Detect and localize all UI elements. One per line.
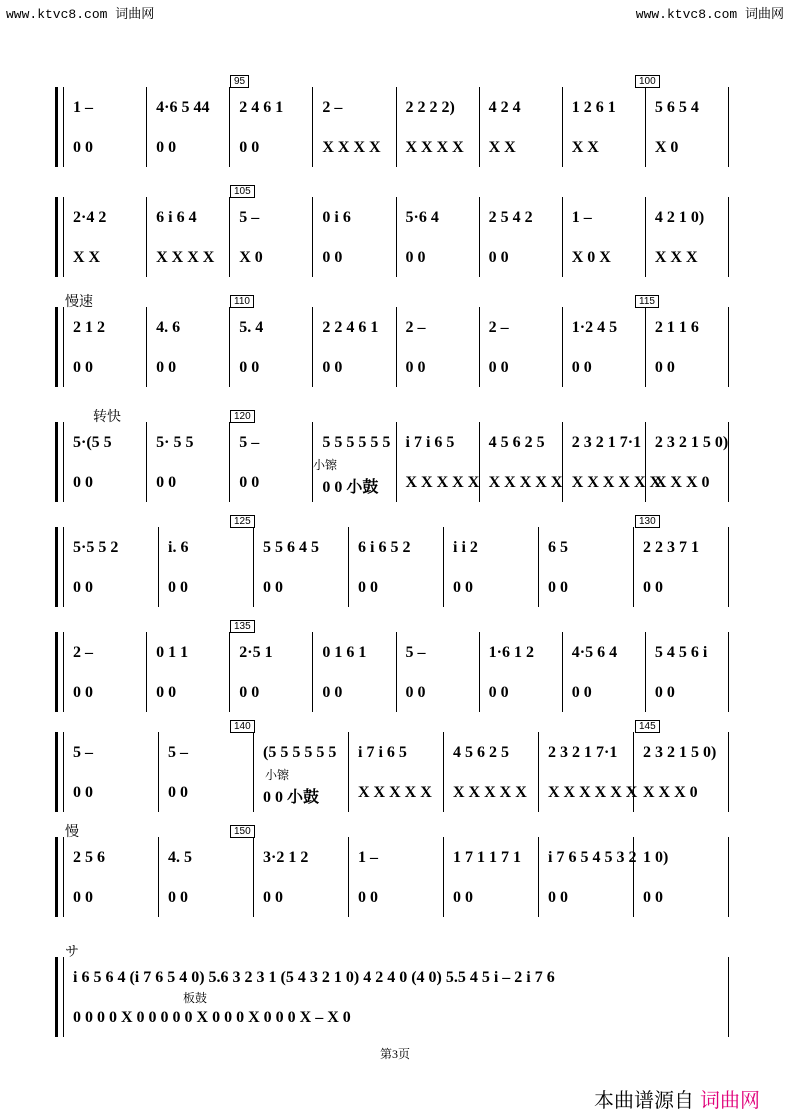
measure-bottom: 0 0 [156,474,177,491]
tempo-marking: 慢速 [65,293,93,309]
score-system [55,620,730,718]
footer-brand[interactable]: 词曲网 [700,1090,760,1112]
measure-top: 4. 6 [156,319,181,336]
measure-top: 1 0) [643,849,669,866]
measure-top: 2 3 2 1 7·1 [548,744,618,761]
measure-top: 0 1 6 1 [322,644,367,661]
measure-top: 2 3 2 1 5 0) [654,434,729,451]
measure-top: 2 2 4 6 1 [322,319,379,336]
measure-bottom: 0 0 [453,889,473,906]
measure-bottom: 0 0 [405,684,426,701]
measure-top: 0 i 6 [322,209,351,226]
measure-top: 2 3 2 1 7·1 [571,434,642,451]
watermark-left: www.ktvc8.com 词曲网 [6,7,155,22]
board-drum-label: 板鼓 [183,991,208,1005]
measure-bottom: 0 0 [239,684,260,701]
measure-top: 5 – [73,744,93,761]
measure-top: 4 5 6 2 5 [453,744,509,761]
measure-number-box: 125 [230,515,255,528]
measure-bottom: 0 0 [453,579,473,596]
measure-number-box: 95 [230,75,249,88]
measure-bottom: 0 0 [73,359,93,376]
measure-top: (5 5 5 5 5 5 [263,744,337,761]
score-system [55,945,730,1043]
measure-bottom: X X X X X [453,784,527,801]
measure-top: i. 6 [168,539,189,556]
measure-bottom: 0 0 [239,474,260,491]
measure-top: 5 5 5 5 5 5 [322,434,391,451]
measure-top: 5· 5 5 [156,434,194,451]
measure-bottom: X X X X X X [571,474,662,491]
measure-bottom: 0 0 [263,579,283,596]
measure-number-box: 105 [230,185,255,198]
measure-top: 5 – [168,744,188,761]
measure-top: 2 – [405,319,426,336]
measure-bottom: X X X X [322,139,381,156]
measure-top: i 7 6 5 4 5 3 2 [548,849,637,866]
measure-bottom: 0 0 [488,359,509,376]
measure-number-box: 110 [230,295,254,308]
measure-top: 5. 4 [239,319,264,336]
measure-bottom: X X X [654,249,698,266]
barline [63,422,64,502]
measure-top: 2 2 3 7 1 [643,539,699,556]
measure-top: 2 1 1 6 [654,319,699,336]
measure-top: 6 i 6 5 2 [358,539,411,556]
barline [63,197,64,277]
measure-bottom: 0 0 [358,579,378,596]
measure-top: 2 4 6 1 [239,99,284,116]
score-system [55,720,730,818]
measure-bottom: 0 0 [168,889,188,906]
tempo-marking: 转快 [93,408,121,424]
measure-bottom: 0 0 小鼓 [322,479,379,496]
measure-top: i i 2 [453,539,478,556]
measure-bottom: X X X X X [488,474,563,491]
measure-bottom: X X X X [405,139,464,156]
measure-bottom: 0 0 [571,684,592,701]
measure-bottom: X 0 X [571,249,611,266]
barline [63,957,64,1037]
measure-top: 4 2 1 0) [654,209,705,226]
measure-top: 4 2 4 [488,99,521,116]
measure-bottom: 0 0 [654,359,675,376]
score-system [55,75,730,173]
measure-top: 5·5 5 2 [73,539,119,556]
tempo-marking: サ [65,943,79,959]
measure-top: 1 2 6 1 [571,99,616,116]
measure-bottom: 0 0 [358,889,378,906]
measure-top: 2 5 4 2 [488,209,533,226]
measure-top: 2 1 2 [73,319,105,336]
measure-top: 5 – [239,209,260,226]
measure-top: 1 7 1 1 7 1 [453,849,521,866]
measure-bottom: 0 0 [156,139,177,156]
footer-source [594,1084,760,1113]
measure-bottom: 0 0 [73,579,93,596]
measure-number-box: 150 [230,825,255,838]
measure-top: 5·6 4 [405,209,439,226]
measure-top: 5 – [239,434,260,451]
measure-number-box: 115 [635,295,659,308]
measure-bottom: X 0 [239,249,263,266]
measure-bottom: 0 0 [73,889,93,906]
measure-top: 2 3 2 1 5 0) [643,744,717,761]
measure-bottom: X 0 [654,139,679,156]
score-system [55,515,730,613]
measure-bottom: 0 0 [548,889,568,906]
barline [63,307,64,387]
barline [63,632,64,712]
measure-top: 1·6 1 2 [488,644,534,661]
measure-bottom: X X [571,139,599,156]
barline [63,837,64,917]
measure-top: 5·(5 5 [73,434,112,451]
measure-bottom: 0 0 0 0 X 0 0 0 0 0 X 0 0 0 X 0 0 0 X – X 0 [73,1009,351,1026]
measure-top: 6 i 6 4 [156,209,197,226]
score-system [55,825,730,923]
measure-bottom: X X X X [156,249,215,266]
measure-bottom: X X X 0 [654,474,710,491]
measure-number-box: 135 [230,620,255,633]
measure-top: i 7 i 6 5 [405,434,455,451]
measure-bottom: 0 0 [322,249,343,266]
measure-top: 4 5 6 2 5 [488,434,545,451]
measure-bottom: X X X X X [358,784,432,801]
measure-top: 4. 5 [168,849,192,866]
measure-bottom: X X [73,249,101,266]
measure-bottom: 0 0 [405,359,426,376]
measure-number-box: 130 [635,515,660,528]
measure-bottom: 0 0 [168,579,188,596]
measure-top: 4·5 6 4 [571,644,618,661]
measure-bottom: 0 0 [322,359,343,376]
measure-bottom: 0 0 [405,249,426,266]
measure-top: 2 – [322,99,343,116]
measure-top: 6 5 [548,539,568,556]
measure-top: 1 – [358,849,378,866]
measure-top: 2 – [73,644,93,661]
measure-top: 5 4 5 6 i [654,644,708,661]
measure-bottom: 0 0 [156,359,177,376]
measure-bottom: X X [488,139,516,156]
measure-top: 0 1 1 [156,644,189,661]
measure-top: 2·4 2 [73,209,107,226]
measure-bottom: 0 0 [73,784,93,801]
measure-bottom: 0 0 [73,474,93,491]
measure-number-box: 140 [230,720,255,733]
measure-top: 5 5 6 4 5 [263,539,319,556]
measure-bottom: 0 0 [571,359,592,376]
measure-top: 5 – [405,644,426,661]
measure-bottom: 0 0 [239,359,260,376]
measure-bottom: 0 0 小鼓 [263,789,320,806]
page-number: 第3页 [379,1047,410,1061]
measure-bottom: 0 0 [488,249,509,266]
measure-bottom: 0 0 [654,684,675,701]
cymbal-label: 小镲 [313,458,338,472]
measure-bottom: 0 0 [548,579,568,596]
score-system [55,295,730,393]
measure-number-box: 145 [635,720,660,733]
measure-top: 2 5 6 [73,849,105,866]
measure-bottom: X X X X X X [548,784,638,801]
measure-bottom: X X X 0 [643,784,698,801]
measure-bottom: 0 0 [73,684,93,701]
measure-top: 1 – [571,209,592,226]
measure-top: i 6 5 6 4 (i 7 6 5 4 0) 5.6 3 2 3 1 (5 4 3 2 1 0) 4 2 4 0 (4 0) 5.5 4 5 i – 2 i 7 6 [73,969,555,986]
measure-bottom: 0 0 [263,889,283,906]
measure-bottom: 0 0 [73,139,93,156]
measure-top: 4·6 5 44 [156,99,210,116]
measure-top: 5 6 5 4 [654,99,699,116]
barline [63,527,64,607]
measure-top: 2·5 1 [239,644,273,661]
measure-top: 3·2 1 2 [263,849,309,866]
barline [63,732,64,812]
tempo-marking: 慢 [65,823,79,839]
watermark-right: www.ktvc8.com 词曲网 [635,7,784,22]
score-system [55,410,730,508]
measure-bottom: 0 0 [488,684,509,701]
cymbal-label: 小镲 [265,768,290,782]
measure-bottom: 0 0 [239,139,260,156]
measure-bottom: 0 0 [643,579,663,596]
measure-top: i 7 i 6 5 [358,744,407,761]
footer-text: 本曲谱源自 [594,1090,694,1112]
measure-bottom: 0 0 [168,784,188,801]
score-system [55,185,730,283]
measure-number-box: 120 [230,410,255,423]
measure-top: 1·2 4 5 [571,319,618,336]
measure-top: 2 2 2 2) [405,99,455,116]
measure-bottom: 0 0 [156,684,177,701]
measure-bottom: 0 0 [322,684,343,701]
measure-bottom: X X X X X [405,474,480,491]
barline [63,87,64,167]
measure-top: 1 – [73,99,93,116]
measure-bottom: 0 0 [643,889,663,906]
measure-number-box: 100 [635,75,660,88]
measure-top: 2 – [488,319,509,336]
